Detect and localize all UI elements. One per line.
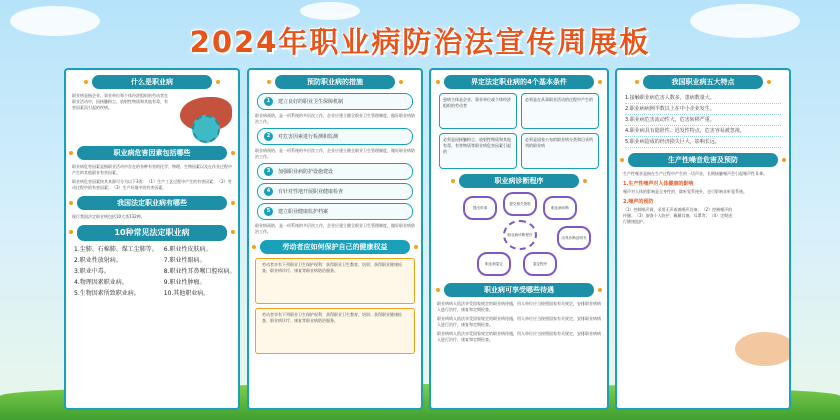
paragraph: 职业病病人依法享受国家规定的职业病待遇，用人单位应当按照国家有关规定，安排职业病病人进行治疗、康复和定期检查。 — [437, 331, 601, 342]
paragraph: 噪声对人体的影响是全身性的，除听觉系统外，也可影响非听觉系统。 — [623, 189, 747, 194]
flow-center: 职业病诊断程序 — [503, 220, 537, 250]
disease-list — [66, 245, 238, 298]
list-item: 10.其他职业病。 — [163, 290, 210, 297]
list-item: 3.职业中毒。 — [74, 268, 110, 275]
list-item: 7.职业性眼病。 — [163, 257, 206, 264]
number-badge: 2 — [264, 132, 273, 141]
list-item: 5.职业病造成的经济损失巨大，影响长远。 — [625, 137, 781, 148]
section-header: 职业病危害因素包括哪些 — [77, 146, 227, 160]
subheading: 1.生产性噪声对人体健康的影响 — [623, 181, 694, 187]
section-header: 10种常见法定职业病 — [77, 225, 227, 241]
number-badge: 3 — [264, 167, 273, 176]
panel-diagnosis — [429, 68, 609, 410]
list-item: 8.职业性耳鼻喉口腔疾病。 — [163, 268, 236, 275]
paragraph: 生产性噪音是指在生产过程中产生的一切声音，长期接触噪声会引起噪声性耳聋。 — [623, 171, 767, 176]
section-header: 界定法定职业病的4个基本条件 — [444, 75, 594, 89]
conditions-grid — [431, 93, 607, 169]
flow-node: 提出申请 — [463, 196, 497, 220]
cloud — [300, 2, 360, 20]
list-item: 2.职业性放射病。 — [74, 257, 122, 264]
list-item: 4.职业病具有隐匿性、迟发性特点，危害容易被忽视。 — [625, 126, 781, 137]
paragraph: 职业病是指企业、事业单位和个体经济组织的劳动者在职业活动中，因接触粉尘、放射性物质和其他有毒、有害因素而引起的疾病。 — [72, 93, 168, 110]
section-header: 我国职业病五大特点 — [643, 75, 763, 89]
paragraph: 职业病病人依法享受国家规定的职业病待遇，用人单位应当按照国家有关规定，安排职业病病人进行治疗、康复和定期检查。 — [437, 316, 601, 327]
section-header: 生产性噪音危害及预防 — [628, 153, 778, 167]
flow-node: 提交相关资料 — [503, 192, 537, 216]
condition-card: 必须是在从事职业活动的过程中产生的 — [521, 93, 599, 129]
measure-item: 4 有针对性地开展职业健康检查 — [257, 183, 413, 200]
list-item: 2.职业病病例半数以上在中小企业发生。 — [625, 104, 781, 115]
list-item: 1.尘肺、石棉肺、煤工尘肺等。 — [74, 246, 158, 253]
measure-item: 2 对危害因素进行检测和监测 — [257, 128, 413, 145]
rights-box — [255, 308, 415, 354]
list-item: 9.职业性肿瘤。 — [163, 279, 206, 286]
paragraph: 职业病预防，是一项系统的多层次工作，企业应建立健全职业卫生管理制度，做好职业病防治工作。 — [255, 148, 415, 159]
intro-block — [66, 93, 238, 141]
section-header: 劳动者应如何保护自己的健康权益 — [260, 240, 410, 254]
number-badge: 1 — [264, 97, 273, 106]
condition-card: 患病主体是企业、事业单位或个体经济组织的劳动者 — [439, 93, 517, 129]
condition-card: 必须是国家公布的职业病分类和目录所列的职业病 — [521, 133, 599, 169]
section-header: 什么是职业病 — [92, 75, 212, 89]
paragraph: 职业病预防，是一项系统的多层次工作，企业应建立健全职业卫生管理制度，做好职业病防治工作。 — [255, 113, 415, 124]
flow-node: 职业病鉴定 — [477, 252, 511, 276]
section-header: 职业病可享受哪些待遇 — [444, 283, 594, 297]
measure-item: 3 加强职业病防护设施建设 — [257, 163, 413, 180]
flow-node: 出具诊断证明书 — [557, 226, 591, 250]
measure-item: 1 建立良好的职业卫生保障机制 — [257, 93, 413, 110]
liver-illustration — [174, 93, 238, 141]
panel-occupational-disease-basics — [64, 68, 240, 410]
panel-prevention-measures — [247, 68, 423, 410]
flow-node: 职业病诊断 — [543, 196, 577, 220]
section-header: 职业病诊断程序 — [459, 174, 579, 188]
section-header: 我国法定职业病有哪些 — [77, 196, 227, 210]
condition-card: 必须是因接触粉尘、放射性物质和其他有毒、有害物质等职业病危害因素引起的 — [439, 133, 517, 169]
paragraph: 职业病危害因素是指职业活动中存在的各种有害的化学、物理、生物因素以及在作业过程中产生的其他职业有害因素。 — [72, 164, 232, 175]
germ-icon — [192, 115, 220, 143]
paragraph: 职业病病人依法享受国家规定的职业病待遇，用人单位应当按照国家有关规定，安排职业病病人进行治疗、康复和定期检查。 — [437, 301, 601, 312]
paragraph: （1）控制噪声源，采用无声或低噪声设备；（2）控制噪声的传播；（3）加强个人防护，佩戴耳塞、耳罩等；（4）定期进行健康监护。 — [623, 207, 733, 224]
flow-node: 鉴定程序 — [523, 252, 557, 276]
list-item: 5.生物因素所致职业病。 — [74, 290, 140, 297]
paragraph: 劳动者享有下列职业卫生保护权利：获得职业卫生教育、培训；获得职业健康检查、职业病诊疗、康复等职业病防治服务。 — [262, 262, 402, 273]
list-item: 1.接触职业病危害人数多，患病数量大。 — [625, 93, 781, 104]
characteristics-list — [617, 93, 789, 148]
rights-box — [255, 258, 415, 304]
paragraph: 现行我国法定职业病包括10大类132种。 — [72, 214, 145, 219]
list-item: 3.职业病危害流动性大，危害转移严重。 — [625, 115, 781, 126]
paragraph: 职业病预防，是一项系统的多层次工作，企业应建立健全职业卫生管理制度，做好职业病防治工作。 — [255, 223, 415, 234]
number-badge: 4 — [264, 187, 273, 196]
ear-protection-illustration — [735, 332, 791, 366]
paragraph: 职业病危害因素按其来源可分为以下3类：（1）生产工艺过程中产生的有害因素；（2）劳动过程中的有害因素；（3）生产环境中的有害因素。 — [72, 179, 232, 190]
paragraph: 劳动者享有下列职业卫生保护权利：获得职业卫生教育、培训；获得职业健康检查、职业病诊疗、康复等职业病防治服务。 — [262, 312, 402, 323]
subheading: 2.噪声的预防 — [623, 199, 654, 205]
panel-characteristics-noise — [615, 68, 791, 410]
measure-item: 5 建立职业健康监护档案 — [257, 203, 413, 220]
diagnosis-flow-diagram — [437, 192, 601, 278]
list-item: 4.物理因素职业病。 — [74, 279, 128, 286]
number-badge: 5 — [264, 207, 273, 216]
section-header: 预防职业病的措施 — [275, 75, 395, 89]
list-item: 6.职业性皮肤病。 — [163, 246, 212, 253]
board-title: 2024年职业病防治法宣传周展板 — [189, 25, 651, 59]
